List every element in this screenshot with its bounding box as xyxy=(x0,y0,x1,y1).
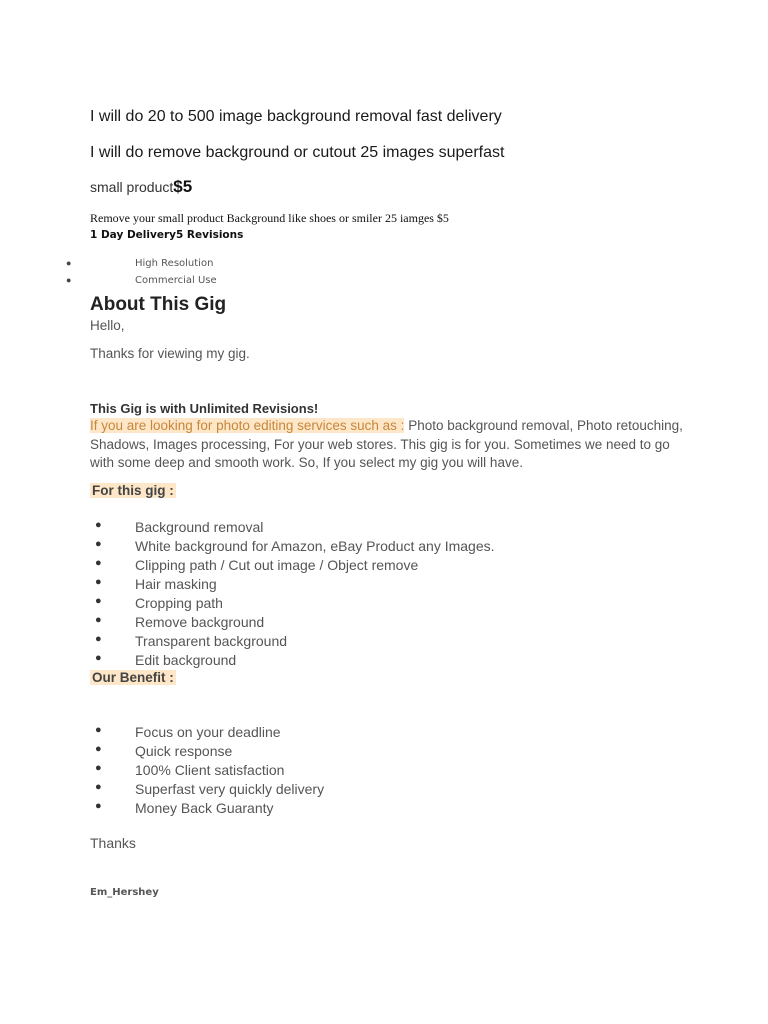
bullet-icon: ● xyxy=(95,595,102,607)
bullet-icon: ● xyxy=(95,781,102,793)
feature-item xyxy=(0,258,300,274)
bullet-icon: ● xyxy=(95,724,102,736)
greeting: Hello, xyxy=(90,318,125,333)
bullet-icon: ● xyxy=(95,633,102,645)
bullet-icon: ● xyxy=(66,275,72,285)
list-item: ● Hair masking xyxy=(95,576,217,592)
list-item: ● Superfast very quickly delivery xyxy=(95,781,325,797)
bullet-icon: ● xyxy=(95,652,102,664)
list-item: ● Quick response xyxy=(95,743,233,759)
bullet-icon: ● xyxy=(95,557,102,569)
list-item: ● Cropping path xyxy=(95,595,223,611)
list-item: ● Money Back Guaranty xyxy=(95,800,274,816)
delivery-info: 1 Day Delivery5 Revisions xyxy=(90,229,244,241)
bullet-icon: ● xyxy=(95,800,102,812)
feature-label: Commercial Use xyxy=(135,275,217,286)
list-item: ● Background removal xyxy=(95,519,264,535)
thanks-viewing: Thanks for viewing my gig. xyxy=(90,346,250,361)
gig-subtitle: I will do remove background or cutout 25 images superfast xyxy=(90,144,505,161)
bullet-icon: ● xyxy=(66,258,72,268)
bullet-icon: ● xyxy=(95,614,102,626)
list-item: ● Remove background xyxy=(95,614,265,630)
about-heading: About This Gig xyxy=(90,294,227,315)
package-line xyxy=(90,177,192,197)
gig-title: I will do 20 to 500 image background removal fast delivery xyxy=(90,108,502,125)
bullet-icon: ● xyxy=(95,519,102,531)
bullet-icon: ● xyxy=(95,762,102,774)
highlight-text: If you are looking for photo editing services such as : xyxy=(90,418,405,433)
list-item: ● Edit background xyxy=(95,652,237,668)
feature-label: High Resolution xyxy=(135,258,214,269)
intro-paragraph xyxy=(90,417,690,473)
list-item: ● Clipping path / Cut out image / Object remove xyxy=(95,557,419,573)
unlimited-revisions: This Gig is with Unlimited Revisions! xyxy=(90,401,319,416)
paragraph-text: Photo background removal, Photo retouching, Shadows, Images processing, For your web stores. This gig is for you. Sometimes we need to go with some deep and smooth work. So, If you select my gig you will have. xyxy=(90,418,683,470)
package-price: $5 xyxy=(173,177,193,196)
list-item: ● Transparent background xyxy=(95,633,288,649)
bullet-icon: ● xyxy=(95,743,102,755)
list-item: ● White background for Amazon, eBay Product any Images. xyxy=(95,538,495,554)
benefit-heading: Our Benefit : xyxy=(92,670,174,685)
list-item: ● Focus on your deadline xyxy=(95,724,281,740)
list-item: ● 100% Client satisfaction xyxy=(95,762,285,778)
package-description: Remove your small product Background like shoes or smiler 25 iamges $5 xyxy=(90,211,449,225)
feature-item xyxy=(0,275,300,291)
author-signature: Em_Hershey xyxy=(90,887,159,898)
for-this-gig-heading: For this gig : xyxy=(92,483,174,498)
bullet-icon: ● xyxy=(95,538,102,550)
bullet-icon: ● xyxy=(95,576,102,588)
package-name: small product xyxy=(90,179,174,195)
closing-thanks: Thanks xyxy=(90,835,136,851)
